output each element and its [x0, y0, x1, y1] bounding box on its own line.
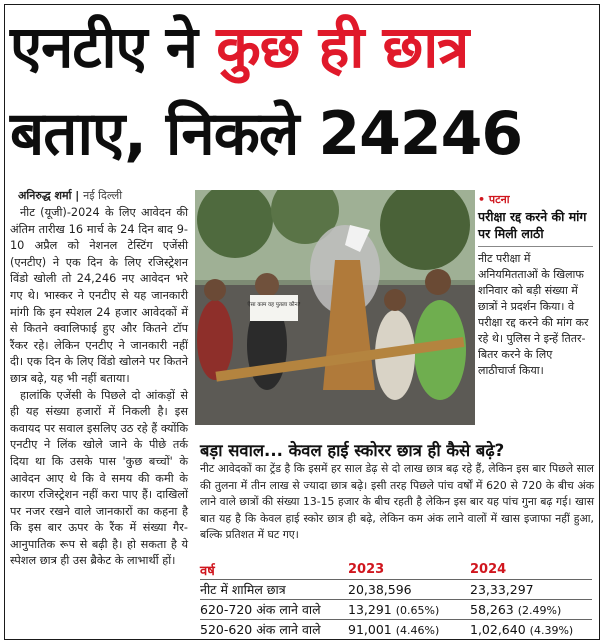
value-2024: 23,33,297	[470, 582, 534, 597]
sidebar-body: नीट परीक्षा में अनियमितताओं के खिलाफ शनिवार को बड़ी संख्या में छात्रों ने प्रदर्शन किया। वे परीक्षा रद्द करने की मांग कर रहे थे। पुलिस ने इन्हें तितर-बितर करने के लिए लाठीचार्ज किया।	[478, 252, 589, 377]
pct-2023: (4.46%)	[395, 624, 440, 637]
article-paragraph: हालांकि एजेंसी के पिछले दो आंकड़ों से ही यह संख्या हजारों में निकली है। इस कवायद पर सवाल इसलिए उठ रहे हैं क्योंकि एनटीए ने लिंक खोले जाने के पीछे तर्क दिया था कि उसके पास 'कुछ बच्चों' के आवेदन आए थे कि वे समय की कमी के कारण रजिस्ट्रेशन नहीं करा पाए हैं। दाखिलों पर नजर रखने वाले जानकारों का कहना है कि इस बार ऊपर के रैंक में संख्या गैर-आनुपातिक रूप से बढ़ी है। हो सकता है ये स्पेशल छात्र ही उस ब्रैकेट के लाभार्थी हों।	[10, 388, 188, 568]
byline: अनिरुद्ध शर्मा | नई दिल्ली	[18, 189, 123, 202]
table-header-row	[200, 560, 592, 580]
cell-2023	[348, 580, 470, 600]
cell-2023	[348, 620, 470, 640]
value-2023: 20,38,596	[348, 582, 412, 597]
headline-line-2: बताए, निकले 24246	[10, 99, 523, 169]
row-label: 520-620 अंक लाने वाले	[200, 622, 321, 637]
value-2024: 58,263	[470, 602, 514, 617]
sidebar-location-tag: • पटना	[478, 193, 510, 206]
table-header-cell: 2023	[348, 562, 385, 577]
pct-2024: (4.39%)	[529, 624, 574, 637]
protest-scene-illustration	[195, 190, 475, 425]
dateline-city: नई दिल्ली	[83, 189, 123, 202]
cell-2024	[470, 620, 592, 640]
table-row	[200, 620, 592, 640]
cell-2024	[470, 580, 592, 600]
cell-2024	[470, 600, 592, 620]
question-heading: बड़ा सवाल... केवल हाई स्कोरर छात्र ही कैसे बढ़े?	[200, 441, 505, 460]
table-header-cell: 2024	[470, 562, 507, 577]
headline-line-1	[10, 13, 469, 81]
stats-table	[200, 560, 592, 639]
value-2023: 13,291	[348, 602, 392, 617]
sidebar-subheading: परीक्षा रद्द करने की मांग पर मिली लाठी	[478, 208, 593, 247]
table-header-cell: वर्ष	[200, 563, 215, 579]
table-row	[200, 580, 592, 600]
row-label: 620-720 अंक लाने वाले	[200, 602, 321, 617]
table-row	[200, 600, 592, 620]
author-name: अनिरुद्ध शर्मा	[18, 189, 72, 202]
headline-red-part: कुछ ही छात्र	[216, 13, 469, 81]
value-2023: 91,001	[348, 622, 392, 637]
protest-photo	[195, 190, 475, 425]
patna-sidebar	[478, 192, 593, 379]
cell-2023	[348, 600, 470, 620]
article-paragraph: नीट (यूजी)-2024 के लिए आवेदन की अंतिम तारीख 16 मार्च के 24 दिन बाद 9-10 अप्रैल को नेशनल टेस्टिंग एजेंसी (एनटीए) ने एक दिन के लिए रजिस्ट्रेशन विंडो खोली तो 24,246 नए आवेदन भरे गए थे। भास्कर ने एनटीए से यह जानकारी मांगी कि इन स्पेशल 24 हजार आवेदकों में से कितने क्वालिफाई हुए और कितने टॉप रैंकर रहे। लेकिन एनटीए ने जानकारी नहीं दी। एक दिन के लिए विंडो खोलने पर कितने छात्र बढ़े, यह भी नहीं बताया।	[10, 206, 188, 385]
headline-black-part: एनटीए ने	[10, 13, 197, 81]
row-label: नीट में शामिल छात्र	[200, 582, 286, 597]
question-body: नीट आवेदकों का ट्रेंड है कि इसमें हर साल डेढ़ से दो लाख छात्र बढ़ रहे हैं, लेकिन इस बार पिछले साल की तुलना में तीन लाख से ज्यादा छात्र बढ़े। इसी तरह पिछले पांच वर्षों में 620 से 720 के बीच अंक लाने वाले छात्रों की संख्या 13-15 हजार के बीच रहती है लेकिन इस बार यह पांच गुना बढ़ गई। खास बात यह है कि केवल हाई स्कोर छात्र ही बढ़े, लेकिन कम अंक लाने वालों में खास इजाफा नहीं हुआ, बल्कि प्रतिशत में घट गए।	[200, 462, 594, 542]
placard-text: ऐसा काम वह पुतला कौन?	[247, 302, 301, 308]
article-body	[10, 205, 188, 570]
pct-2024: (2.49%)	[517, 604, 562, 617]
pct-2023: (0.65%)	[395, 604, 440, 617]
value-2024: 1,02,640	[470, 622, 526, 637]
